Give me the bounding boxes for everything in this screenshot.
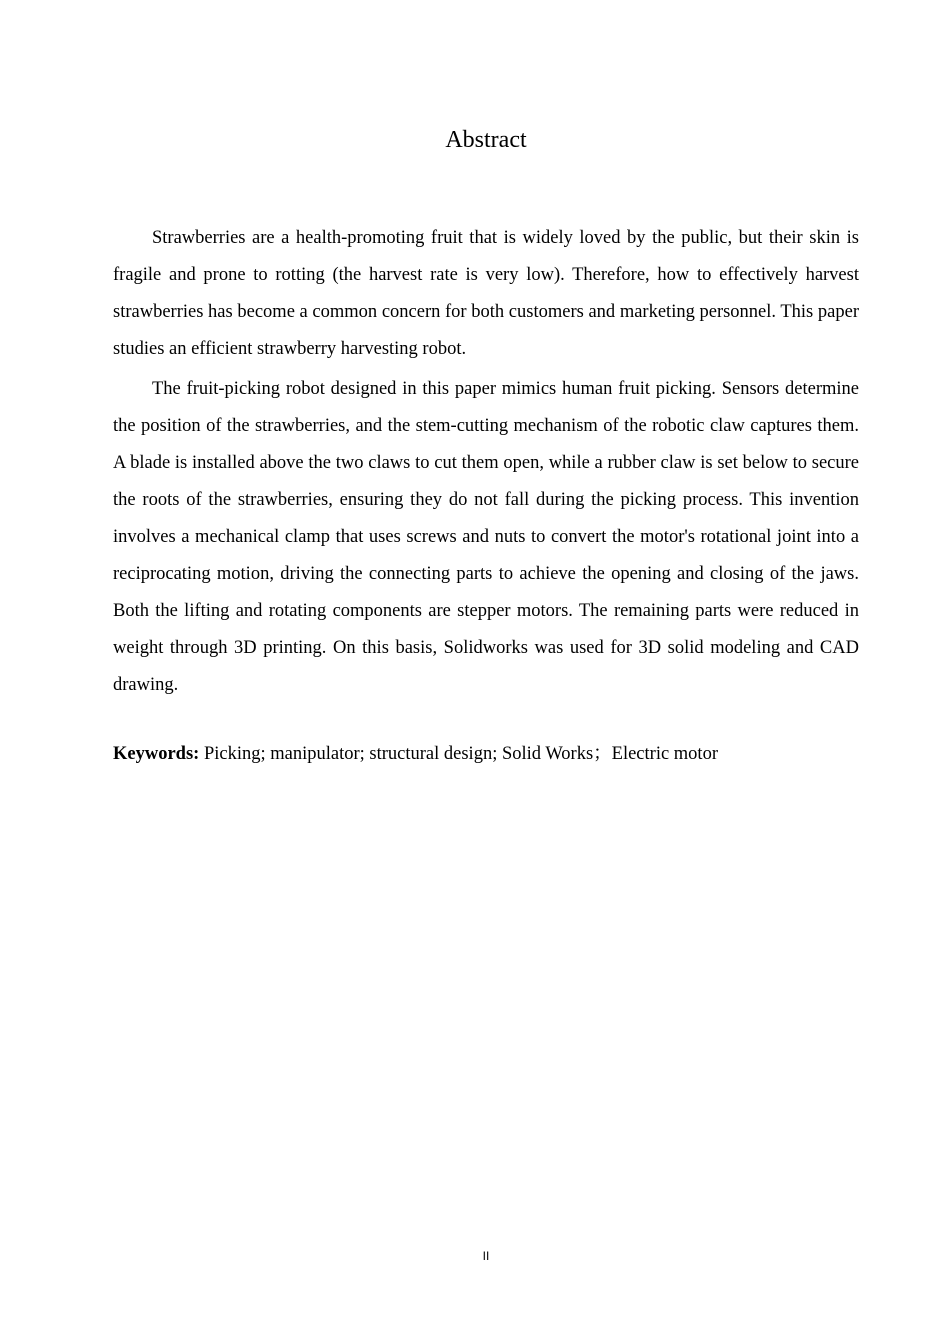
abstract-paragraph-1: Strawberries are a health-promoting fruit that is widely loved by the public, but their skin is fragile and prone to rotting (the harvest rate is very low). Therefore, how to effectively harvest strawberries has become a common concern for both customers and marketing personnel. This paper studies an efficient strawberry harvesting robot. [113,228,859,359]
keywords-text: Picking; manipulator; structural design; Solid Works；Electric motor [199,744,718,764]
abstract-paragraph-2: The fruit-picking robot designed in this paper mimics human fruit picking. Sensors determine the position of the strawberries, and the stem-cutting mechanism of the robotic claw captures them. A blade is installed above the two claws to cut them open, while a rubber claw is set below to secure the roots of the strawberries, ensuring they do not fall during the picking process. This invention involves a mechanical clamp that uses screws and nuts to convert the motor's rotational joint into a reciprocating motion, driving the connecting parts to achieve the opening and closing of the jaws. Both the lifting and rotating components are stepper motors. The remaining parts were reduced in weight through 3D printing. On this basis, Solidworks was used for 3D solid modeling and CAD drawing. [113,379,859,695]
page-number: II [482,1249,490,1263]
abstract-body [113,220,859,707]
keywords-line [113,736,859,772]
page-title: Abstract [445,127,527,153]
keywords-label: Keywords: [113,744,200,764]
